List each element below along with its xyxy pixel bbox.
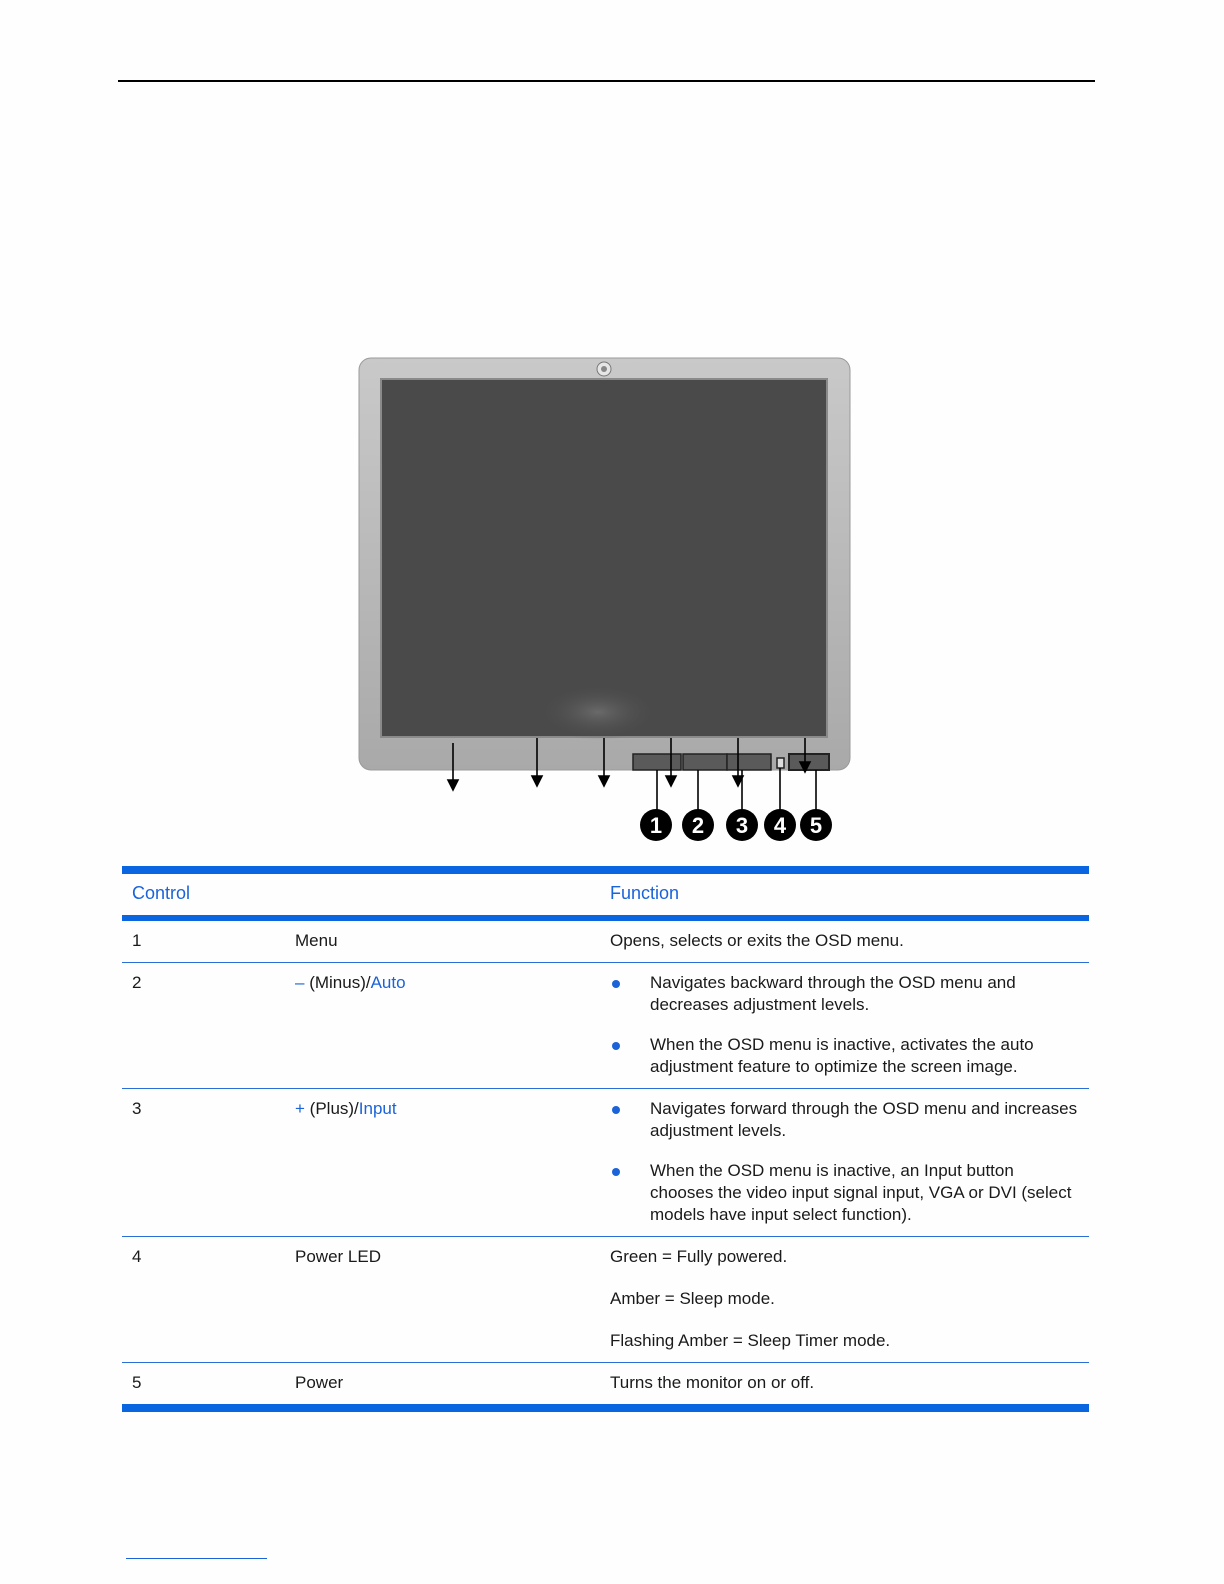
control-number: 4 xyxy=(132,1247,142,1266)
callout-1 xyxy=(640,809,672,841)
table-header-row xyxy=(122,870,1089,918)
table-row xyxy=(122,1089,1089,1237)
bullet-text: When the OSD menu is inactive, an Input button chooses the video input signal input, VGA or DVI (select models have input select function). xyxy=(650,1161,1072,1224)
alt-function-label: Auto xyxy=(370,973,406,992)
callout-3 xyxy=(726,809,758,841)
control-name xyxy=(285,1089,600,1237)
control-function: Turns the monitor on or off. xyxy=(610,1373,815,1392)
callout-5-label: 5 xyxy=(809,813,823,838)
bullet-icon xyxy=(612,1168,620,1176)
bullet-text: Navigates backward through the OSD menu and decreases adjustment levels. xyxy=(650,973,1016,1014)
table-row xyxy=(122,963,1089,1089)
monitor-front-illustration xyxy=(340,340,870,850)
control-name: Power LED xyxy=(295,1247,381,1266)
control-name-text: (Minus)/ xyxy=(304,973,371,992)
callout-5 xyxy=(800,809,832,841)
control-function xyxy=(600,1237,1089,1363)
function-column-header: Function xyxy=(610,883,680,903)
header-rule xyxy=(118,80,1095,82)
table-row xyxy=(122,1237,1089,1363)
control-number: 1 xyxy=(132,931,142,950)
control-column-header: Control xyxy=(132,883,191,903)
minus-auto-button xyxy=(683,754,727,770)
power-led xyxy=(777,758,784,768)
function-line: Green = Fully powered. xyxy=(610,1247,788,1266)
control-name: Menu xyxy=(295,931,338,950)
monitor-screen xyxy=(381,379,827,737)
bullet-icon xyxy=(612,980,620,988)
callout-4-label: 4 xyxy=(773,813,787,838)
callout-2-label: 2 xyxy=(691,813,705,838)
control-function xyxy=(600,963,1089,1089)
list-item xyxy=(610,1160,1079,1226)
alt-function-label: Input xyxy=(358,1099,397,1118)
bullet-icon xyxy=(612,1042,620,1050)
control-function: Opens, selects or exits the OSD menu. xyxy=(610,931,904,950)
control-name: Power xyxy=(295,1373,344,1392)
list-item xyxy=(610,1098,1079,1142)
control-name-text: (Plus)/ xyxy=(304,1099,359,1118)
callout-3-label: 3 xyxy=(735,813,749,838)
callout-2 xyxy=(682,809,714,841)
controls-table xyxy=(122,866,1089,1412)
control-number: 5 xyxy=(132,1373,142,1392)
bullet-icon xyxy=(612,1106,620,1114)
table-row xyxy=(122,918,1089,963)
bullet-text: Navigates forward through the OSD menu and increases adjustment levels. xyxy=(650,1099,1078,1140)
menu-button xyxy=(633,754,681,770)
callout-1-label: 1 xyxy=(649,813,663,838)
control-number: 2 xyxy=(132,973,142,992)
function-line: Flashing Amber = Sleep Timer mode. xyxy=(610,1331,891,1350)
bullet-text: When the OSD menu is inactive, activates the auto adjustment feature to optimize the screen image. xyxy=(650,1035,1034,1076)
control-function xyxy=(600,1089,1089,1237)
function-line: Amber = Sleep mode. xyxy=(610,1289,775,1308)
callout-4 xyxy=(764,809,796,841)
list-item xyxy=(610,972,1079,1016)
table-row xyxy=(122,1363,1089,1409)
control-name xyxy=(285,963,600,1089)
minus-symbol: – xyxy=(295,973,305,992)
plus-input-button xyxy=(727,754,771,770)
plus-symbol: + xyxy=(295,1099,305,1118)
screen-glare xyxy=(538,684,658,740)
footer-rule xyxy=(126,1558,267,1559)
list-item xyxy=(610,1034,1079,1078)
control-number: 3 xyxy=(132,1099,142,1118)
